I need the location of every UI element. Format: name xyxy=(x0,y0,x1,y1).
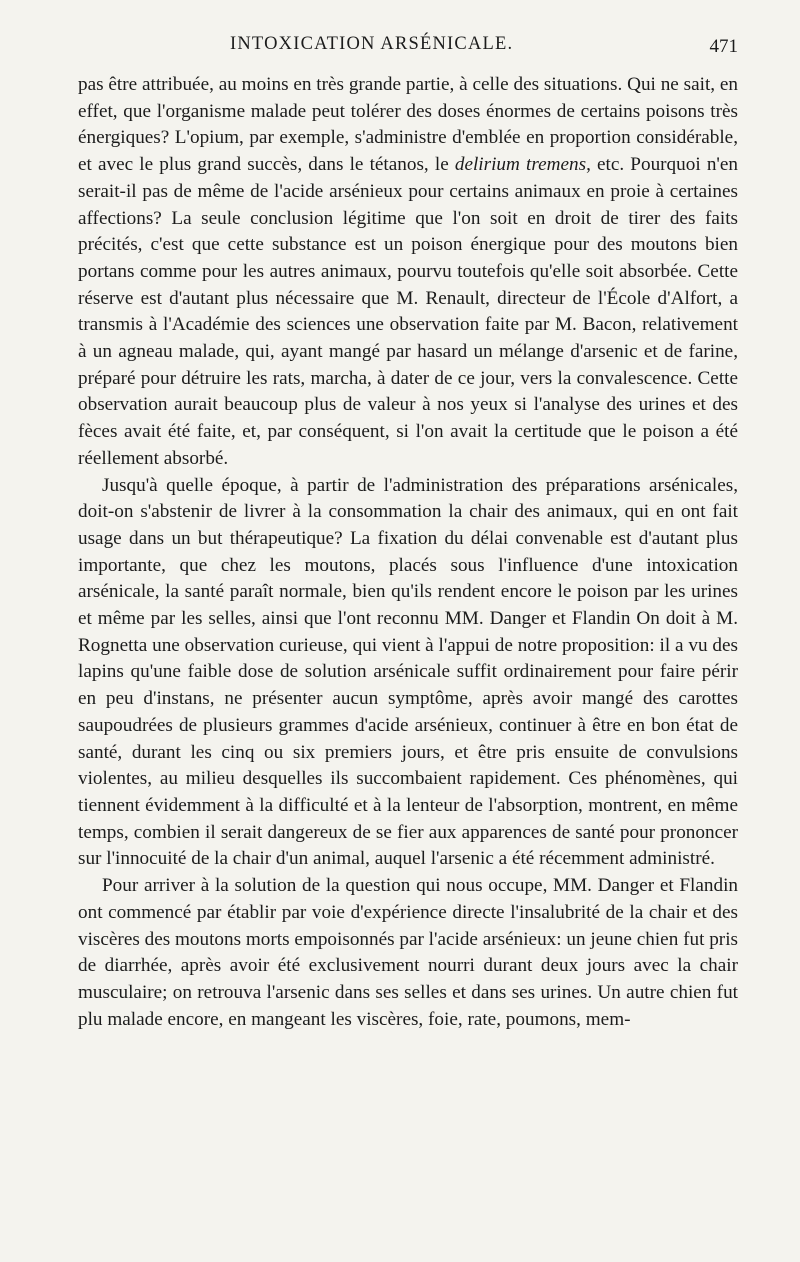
body-text xyxy=(78,72,738,1033)
italic-term: delirium tremens xyxy=(454,154,587,176)
paragraph-1 xyxy=(78,72,738,473)
paragraph-1-text-continued: , etc. Pourquoi n'en serait-il pas de même de l'acide arsénieux pour certains animaux en proie à certaines affections? La seule conclusion légitime que l'on soit en droit de tirer des faits précités, c'est que cette substance est un poison énergique pour des moutons bien portans comme pour les autres animaux, pourvu toutefois qu'elle soit absorbée. Cette réserve est d'autant plus nécessaire que M. Renault, directeur de l'École d'Alfort, a transmis à l'Académie des sciences une observation faite par M. Bacon, relativement à un agneau malade, qui, ayant mangé par hasard un mélange d'arsenic et de farine, préparé pour détruire les rats, marcha, à dater de ce jour, vers la convalescence. Cette observation aurait beaucoup plus de valeur à nos yeux si l'analyse des urines et des fèces avait été faite, et, par conséquent, si l'on avait la certitude que le poison a été réellement absorbé. xyxy=(78,154,738,469)
page-header xyxy=(78,28,738,64)
page-number: 471 xyxy=(709,36,738,57)
paragraph-1-text: pas être attribuée, au moins en très grande partie, à celle des situations. Qui ne sait, en effet, que l'organisme malade peut tolérer des doses énormes de certains poisons très énergiques? L'opium, par exemple, s'administre d'emblée en proportion considérable, et avec le plus grand succès, dans le tétanos, le xyxy=(78,74,738,176)
paragraph-3: Pour arriver à la solution de la question qui nous occupe, MM. Danger et Flandin ont commencé par établir par voie d'expérience directe l'insalubrité de la chair et des viscères des moutons morts empoisonnés par l'acide arsénieux: un jeune chien fut pris de diarrhée, après avoir été exclusivement nourri durant deux jours avec la chair musculaire; on retrouva l'arsenic dans ses selles et dans ses urines. Un autre chien fut plu malade encore, en mangeant les viscères, foie, rate, poumons, mem- xyxy=(78,875,738,1030)
paragraph-2: Jusqu'à quelle époque, à partir de l'administration des préparations arsénicales, doit-on s'abstenir de livrer à la consommation la chair des animaux, qui en ont fait usage dans un but thérapeutique? La fixation du délai convenable est d'autant plus importante, que chez les moutons, placés sous l'influence d'une intoxication arsénicale, la santé paraît normale, bien qu'ils rendent encore le poison par les urines et même par les selles, ainsi que l'ont reconnu MM. Danger et Flandin On doit à M. Rognetta une observation curieuse, qui vient à l'appui de notre proposition: il a vu des lapins qu'une faible dose de solution arsénicale suffit ordinairement pour faire périr en peu d'instans, ne présenter aucun symptôme, après avoir mangé des carottes saupoudrées de plusieurs grammes d'acide arsénieux, continuer à être en bon état de santé, durant les cinq ou six premiers jours, et être pris ensuite de convulsions violentes, au milieu desquelles ils succombaient rapidement. Ces phénomènes, qui tiennent évidemment à la difficulté et à la lenteur de l'absorption, montrent, en même temps, combien il serait dangereux de se fier aux apparences de santé pour prononcer sur l'innocuité de la chair d'un animal, auquel l'arsenic a été récemment administré. xyxy=(78,474,738,870)
running-head: INTOXICATION ARSÉNICALE. xyxy=(230,34,514,54)
